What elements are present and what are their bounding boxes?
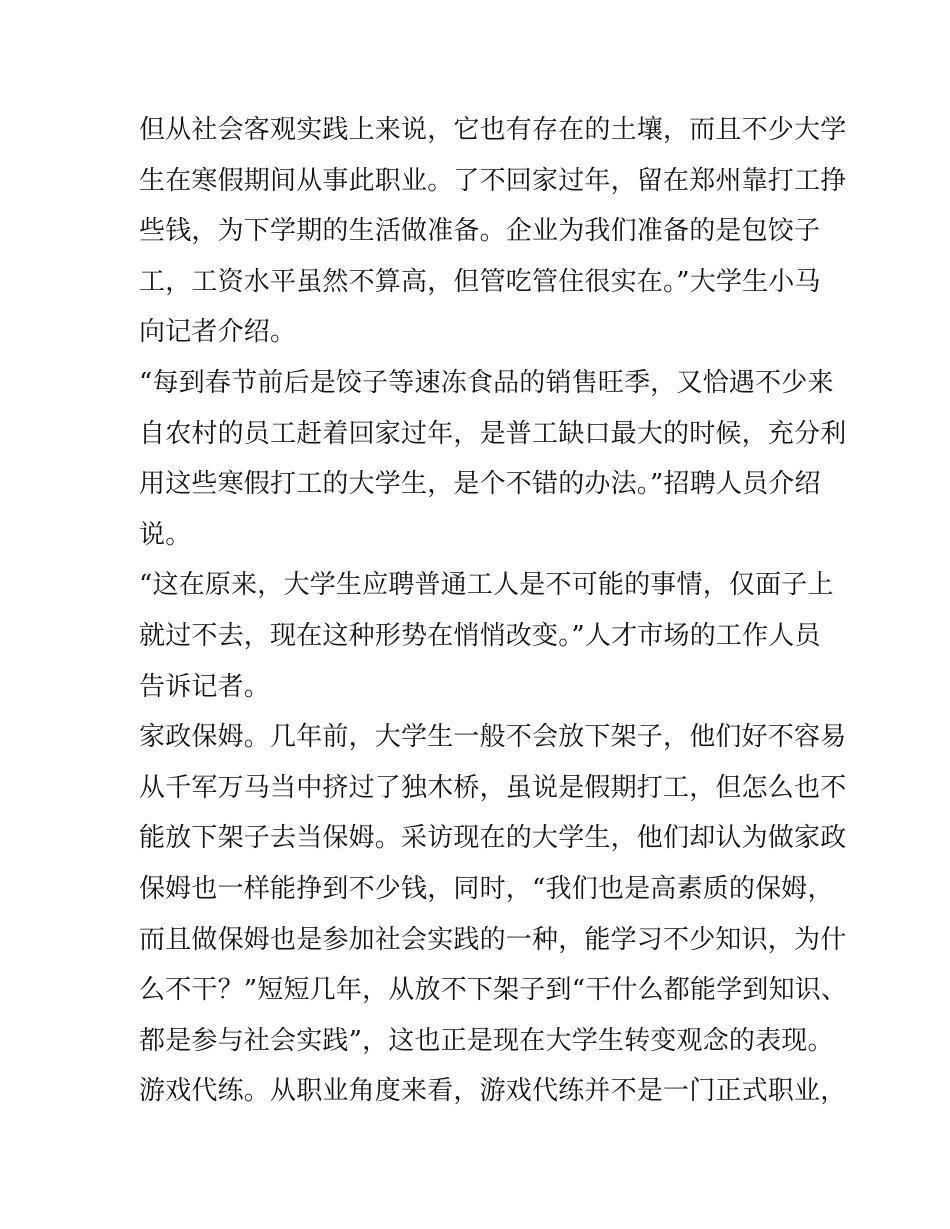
text-line: 就过不去，现在这种形势在悄悄改变。”人才市场的工作人员 <box>139 620 821 651</box>
text-line: “每到春节前后是饺子等速冻食品的销售旺季，又恰遇不少来 <box>139 367 834 398</box>
text-line: 自农村的员工赶着回家过年，是普工缺口最大的时候，充分利 <box>139 418 847 449</box>
text-line: 能放下架子去当保姆。采访现在的大学生，他们却认为做家政 <box>139 823 847 854</box>
text-line: 向记者介绍。 <box>139 317 297 348</box>
text-line: “这在原来，大学生应聘普通工人是不可能的事情，仅面子上 <box>139 570 834 601</box>
text-line: 从千军万马当中挤过了独木桥，虽说是假期打工，但怎么也不 <box>139 772 847 803</box>
text-line: 么不干？”短短几年，从放不下架子到“干什么都能学到知识、 <box>139 975 848 1006</box>
text-line: 工，工资水平虽然不算高，但管吃管住很实在。”大学生小马 <box>139 266 821 297</box>
text-line: 保姆也一样能挣到不少钱，同时，“我们也是高素质的保姆， <box>139 873 834 904</box>
text-line: 说。 <box>139 519 192 550</box>
body-text <box>139 105 848 1117</box>
text-line: 生在寒假期间从事此职业。了不回家过年，留在郑州靠打工挣 <box>139 165 847 196</box>
text-line: 但从社会客观实践上来说，它也有存在的土壤，而且不少大学 <box>139 115 847 145</box>
text-line: 都是参与社会实践”，这也正是现在大学生转变观念的表现。 <box>139 1025 834 1056</box>
text-line: 告诉记者。 <box>139 671 271 702</box>
text-line: 家政保姆。几年前，大学生一般不会放下架子，他们好不容易 <box>139 722 847 753</box>
text-line: 些钱，为下学期的生活做准备。企业为我们准备的是包饺子 <box>139 216 821 247</box>
text-line: 游戏代练。从职业角度来看，游戏代练并不是一门正式职业， <box>139 1076 847 1107</box>
text-line: 而且做保姆也是参加社会实践的一种，能学习不少知识，为什 <box>139 924 847 955</box>
text-line: 用这些寒假打工的大学生，是个不错的办法。”招聘人员介绍 <box>139 469 821 500</box>
